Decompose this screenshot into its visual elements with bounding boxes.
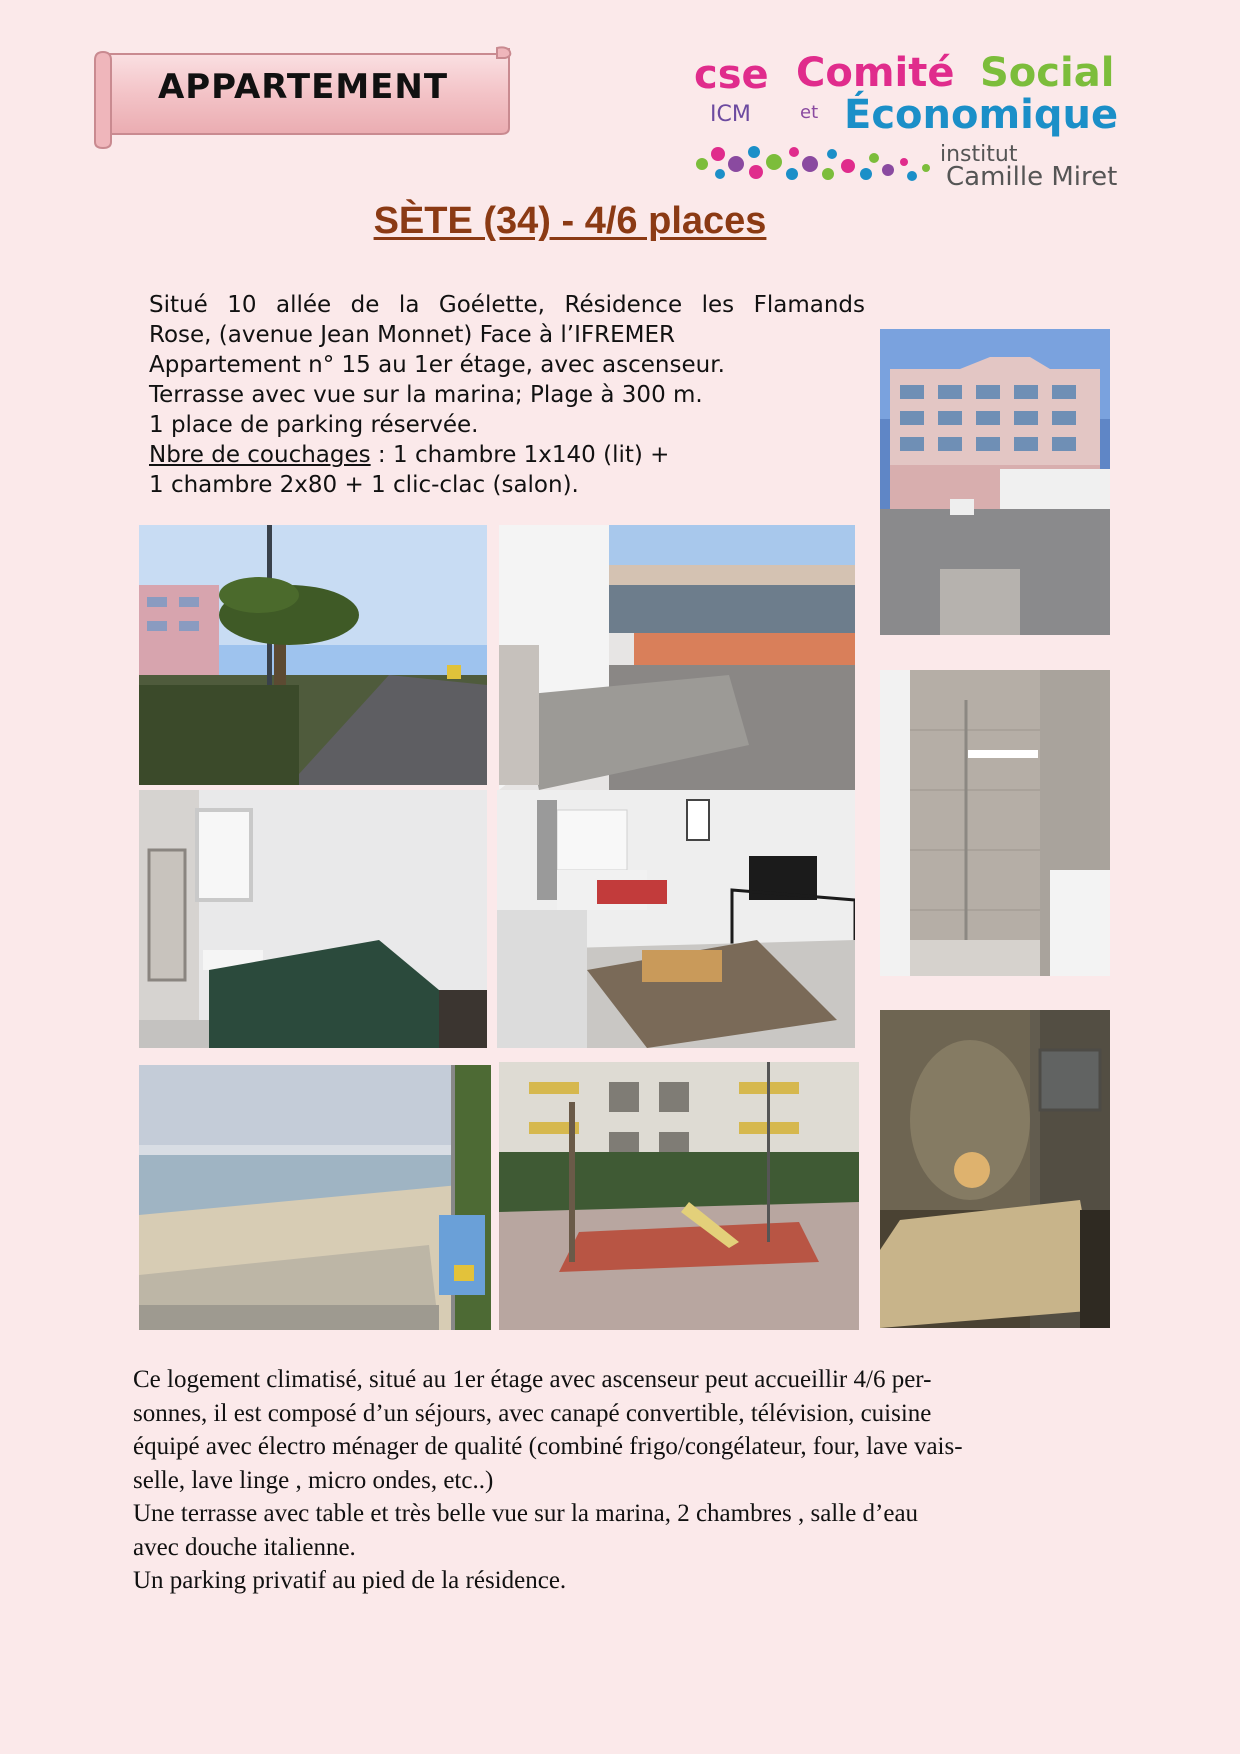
description-line: Une terrasse avec table et très belle vue sur la marina, 2 chambres , salle d’eau bbox=[133, 1500, 919, 1527]
description-text bbox=[133, 1363, 1105, 1598]
photo-beach bbox=[139, 1065, 491, 1330]
intro-line: 1 place de parking réservée. bbox=[149, 412, 479, 438]
photo-residence-building bbox=[880, 329, 1110, 635]
description-line: Ce logement climatisé, situé au 1er étage avec ascenseur peut accueillir 4/6 per- bbox=[133, 1366, 932, 1393]
logo-camille-miret: Camille Miret bbox=[946, 162, 1118, 192]
photo-italian-shower bbox=[880, 670, 1110, 976]
cse-icm-logo bbox=[682, 46, 1122, 196]
logo-et: et bbox=[800, 102, 819, 123]
description-line: équipé avec électro ménager de qualité (combiné frigo/congélateur, four, lave vais- bbox=[133, 1433, 963, 1460]
photo-playground-courtyard bbox=[499, 1062, 859, 1330]
sleeping-label: Nbre de couchages bbox=[149, 442, 371, 468]
sleeping-detail: : 1 chambre 1x140 (lit) + bbox=[370, 442, 670, 468]
intro-line bbox=[149, 440, 865, 470]
intro-line: Terrasse avec vue sur la marina; Plage à 300 m. bbox=[149, 382, 703, 408]
description-line: Un parking privatif au pied de la résidence. bbox=[133, 1567, 567, 1594]
photo-bedroom-double bbox=[880, 1010, 1110, 1328]
description-line: selle, lave linge , micro ondes, etc..) bbox=[133, 1466, 494, 1494]
intro-line: Appartement n° 15 au 1er étage, avec ascenseur. bbox=[149, 352, 725, 378]
logo-economique: Économique bbox=[844, 92, 1119, 138]
logo-dots bbox=[696, 146, 930, 181]
banner-label: APPARTEMENT bbox=[157, 67, 449, 107]
description-line: sonnes, il est composé d’un séjours, avec canapé convertible, télévision, cuisine bbox=[133, 1399, 932, 1427]
photo-street-palm bbox=[139, 525, 487, 785]
description-line: avec douche italienne. bbox=[133, 1533, 356, 1561]
photo-bedroom-twin bbox=[139, 790, 487, 1048]
photo-living-kitchen bbox=[497, 790, 855, 1048]
logo-institut: institut bbox=[940, 142, 1018, 167]
logo-icm: ICM bbox=[710, 102, 751, 127]
intro-line: 1 chambre 2x80 + 1 clic-clac (salon). bbox=[149, 472, 579, 498]
logo-cse: cse bbox=[694, 52, 769, 98]
logo-comite: Comité bbox=[796, 50, 955, 96]
page-title: SÈTE (34) - 4/6 places bbox=[373, 200, 767, 242]
logo-social: Social bbox=[980, 50, 1115, 96]
intro-line: Rose, (avenue Jean Monnet) Face à l’IFREMER bbox=[149, 322, 675, 348]
intro-line: Situé 10 allée de la Goélette, Résidence les Flamands bbox=[149, 292, 865, 318]
photo-terrace-marina bbox=[499, 525, 855, 790]
appartement-banner bbox=[93, 46, 515, 150]
intro-text bbox=[149, 290, 865, 500]
